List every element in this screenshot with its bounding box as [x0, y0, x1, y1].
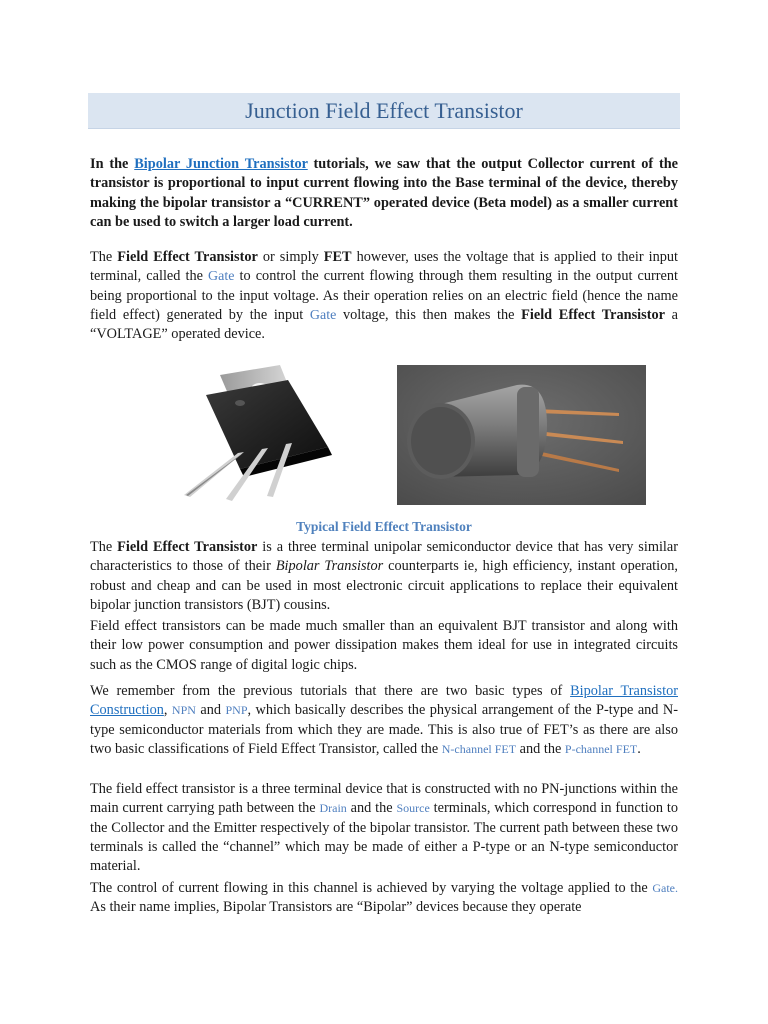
text-run: .	[637, 740, 641, 757]
text-run: a “VOLTAGE” operated device.	[90, 306, 678, 343]
bold-term: Field Effect Transistor	[117, 249, 258, 265]
text-run: however, uses the voltage that is applied to their input terminal, called the	[90, 249, 678, 285]
metal-can-transistor-image	[397, 365, 646, 505]
npn-term: NPN	[171, 703, 196, 718]
text-run: terminals, which correspond in function to the Collector and the Emitter respectively of the bipolar transistor. The current path between these two terminals is called the “channel” which may be made of either a P-type or an N-type semiconductor material.	[90, 800, 678, 875]
text-run: and the	[346, 800, 397, 817]
text-run: or simply	[257, 249, 324, 265]
pnp-term: PNP	[225, 703, 248, 718]
bipolar-transistor-construction-link[interactable]: Bipolar Transistor Construction	[90, 683, 678, 719]
text-run: The	[90, 249, 118, 265]
text-run: The control of current flowing in this channel is achieved by varying the voltage applied to the	[90, 880, 653, 896]
text-run: counterparts ie, high efficiency, instant operation, robust and cheap and can be used in most electronic circuit applications to replace their equivalent bipolar junction transistors (BJT) cousins.	[90, 558, 678, 613]
figure-caption: Typical Field Effect Transistor	[296, 519, 472, 534]
gate-term: Gate	[309, 307, 337, 323]
paragraph-channel-control	[90, 879, 678, 918]
paragraph-fet-size	[90, 617, 678, 675]
intro-text-end: tutorials, we saw that the output Collector current of the transistor is proportional to input current flowing into the Base terminal of the device, thereby making the bipolar transistor a “CURRENT” operated device (Beta model) as a smaller current can be used to switch a larger load current.	[90, 156, 678, 230]
bold-term: FET	[323, 249, 352, 265]
bipolar-junction-transistor-link[interactable]: Bipolar Junction Transistor	[134, 156, 308, 172]
text-run: We remember from the previous tutorials that there are two basic types of	[90, 683, 571, 699]
bold-term: Field Effect Transistor	[521, 306, 665, 323]
text-run: The field effect transistor is a three terminal device that is constructed with no PN-junctions within the main current carrying path between the	[90, 781, 678, 817]
gate-term: Gate.	[652, 881, 678, 895]
paragraph-fet-intro	[90, 248, 678, 344]
p-channel-fet-term: P-channel FET	[564, 741, 638, 756]
n-channel-fet-term: N-channel FET	[441, 741, 517, 756]
text-run: Field effect transistors can be made much smaller than an equivalent BJT transistor and along with their low power consumption and power dissipation makes them ideal for use in integrated circuits such as the CMOS range of digital logic chips.	[90, 618, 678, 673]
gate-term: Gate	[208, 269, 235, 285]
paragraph-intro	[90, 155, 678, 232]
power-fet-image	[128, 365, 334, 503]
paragraph-fet-construction	[90, 780, 678, 876]
page-title: Junction Field Effect Transistor	[245, 97, 523, 123]
text-run: ,	[163, 702, 172, 719]
paragraph-fet-characteristics	[90, 538, 678, 615]
italic-term: Bipolar Transistor	[275, 558, 384, 575]
text-run: voltage, this then makes the	[336, 306, 522, 323]
source-term: Source	[396, 801, 430, 816]
drain-term: Drain	[319, 801, 347, 816]
intro-text-start: In the	[90, 156, 135, 172]
text-run: As their name implies, Bipolar Transistors are “Bipolar” devices because they operate	[90, 899, 582, 916]
text-run: , which basically describes the physical arrangement of the P-type and N-type semiconductor materials from which they are made. This is also true of FET’s as there are also two basic classifications of Field Effect Transistor, called the	[90, 702, 678, 757]
paragraph-fet-types	[90, 682, 678, 759]
bold-term: Field Effect Transistor	[117, 539, 258, 555]
text-run: is a three terminal unipolar semiconductor device that has very similar characteristics to those of their	[90, 539, 678, 575]
text-run: and	[195, 702, 226, 719]
title-banner	[88, 93, 680, 129]
text-run: and the	[516, 740, 565, 757]
text-run: to control the current flowing through them resulting in the output current being proportional to the input voltage. As their operation relies on an electric field (hence the name field effect) generated by the input	[90, 268, 678, 323]
text-run: The	[90, 539, 118, 555]
